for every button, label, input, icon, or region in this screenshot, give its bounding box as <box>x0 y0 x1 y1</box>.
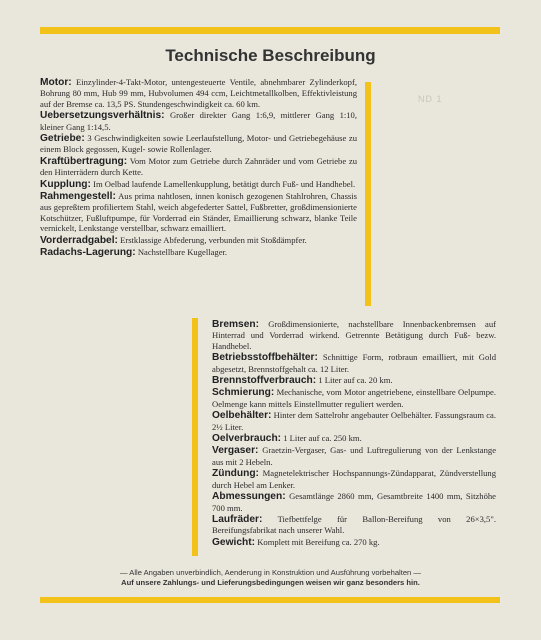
spec-text: Großdimensionierte, nachstellbare Innenbackenbremsen auf Hinterrad und Vorderrad wirkend. Getrennte Betätigung durch Fuß- bezw. Handhebel. <box>212 319 496 351</box>
spec-entry-radachs <box>40 247 357 258</box>
spec-text: Nachstellbare Kugellager. <box>137 247 228 258</box>
top-yellow-bar <box>40 27 500 34</box>
spec-entry-kraftuebertragung <box>40 156 357 178</box>
spec-term: Kupplung: <box>40 178 91 190</box>
spec-text: Mechanische, vom Motor angetriebene, einstellbare Oelpumpe. Oelmenge kann mittels Einstellmutter reguliert werden. <box>212 387 496 409</box>
spec-term: Motor: <box>40 77 72 88</box>
right-column <box>212 319 496 549</box>
spec-term: Gewicht: <box>212 536 256 548</box>
spec-entry-vorderradgabel <box>40 235 357 246</box>
spec-entry-gewicht <box>212 537 496 548</box>
spec-term: Oelbehälter: <box>212 410 272 422</box>
spec-text: Erstklassige Abfederung, verbunden mit Stoßdämpfer. <box>120 234 307 245</box>
spec-text: Graetzin-Vergaser, Gas- und Luftregulierung von der Lenkstange aus mit 2 Hebeln. <box>212 445 497 467</box>
spec-term: Laufräder: <box>212 513 263 525</box>
spec-term: Schmierung: <box>212 387 275 399</box>
footer-terms-note: Auf unsere Zahlungs- und Lieferungsbedingungen weisen wir ganz besonders hin. <box>121 578 420 587</box>
spec-entry-rahmengestell <box>40 191 357 234</box>
spec-entry-abmessungen <box>212 491 496 513</box>
spec-term: Betriebsstoffbehälter: <box>212 352 318 364</box>
spec-text: Komplett mit Bereifung ca. 270 kg. <box>257 536 380 547</box>
spec-term: Brennstoffverbrauch: <box>212 375 317 387</box>
footer-disclaimer: — Alle Angaben unverbindlich, Aenderung in Konstruktion und Ausführung vorbehalten — <box>119 568 421 577</box>
spec-entry-getriebe <box>40 133 357 155</box>
spec-text: Tiefbettfelge für Ballon-Bereifung von 26×3,5". Bereifungsfabrikat nach unserer Wahl. <box>212 513 496 536</box>
right-vertical-bar <box>365 82 371 306</box>
spec-term: Vorderradgabel: <box>40 234 118 246</box>
spec-entry-brennstoffverbrauch <box>212 375 496 386</box>
spec-text: Hinter dem Sattelrohr angebauter Oelbehälter. Fassungsraum ca. 2½ Liter. <box>212 410 496 432</box>
spec-term: Zündung: <box>212 468 259 480</box>
left-vertical-bar <box>192 318 198 556</box>
spec-entry-kupplung <box>40 179 357 190</box>
bottom-yellow-bar <box>40 597 500 603</box>
spec-term: Radachs-Lagerung: <box>40 247 136 259</box>
spec-text: Einzylinder-4-Takt-Motor, untengesteuerte Ventile, abnehmbarer Zylinderkopf, Bohrung 80 mm, Hub 99 mm, Hubvolumen 494 ccm, Leichtmetallkolben, Effektivleistung auf der Bremse ca. 13,5 PS. Stundengeschwindigkeit ca. 60 km. <box>40 77 357 109</box>
spec-term: Getriebe: <box>40 133 85 145</box>
spec-entry-oelbehaelter <box>212 410 496 432</box>
spec-term: Kraftübertragung: <box>40 155 128 167</box>
page-title: Technische Beschreibung <box>165 46 376 65</box>
spec-entry-motor <box>40 77 357 109</box>
spec-entry-schmierung <box>212 387 496 409</box>
spec-term: Rahmengestell: <box>40 191 116 203</box>
spec-text: 1 Liter auf ca. 250 km. <box>283 433 362 444</box>
spec-text: 3 Geschwindigkeiten sowie Leerlaufstellung, Motor- und Getriebegehäuse zu einem Block gegossen, Kugel- sowie Rollenlager. <box>40 133 357 155</box>
spec-term: Abmessungen: <box>212 491 286 503</box>
spec-term: Bremsen: <box>212 319 259 330</box>
spec-text: Im Oelbad laufende Lamellenkupplung, betätigt durch Fuß- und Handhebel. <box>93 178 356 189</box>
spec-entry-vergaser <box>212 445 496 467</box>
spec-entry-laufraeder <box>212 514 496 536</box>
spec-entry-uebersetzung <box>40 110 357 132</box>
spec-term: Uebersetzungsverhältnis: <box>40 110 165 122</box>
spec-text: 1 Liter auf ca. 20 km. <box>318 375 393 386</box>
spec-entry-oelverbrauch <box>212 433 496 444</box>
spec-term: Vergaser: <box>212 445 259 457</box>
spec-entry-bremsen <box>212 319 496 351</box>
spec-text: Vom Motor zum Getriebe durch Zahnräder und vom Getriebe zu den Hinterrädern durch Kette. <box>40 155 357 178</box>
spec-entry-zuendung <box>212 468 496 490</box>
left-column <box>40 77 357 260</box>
spec-text: Gesamtlänge 2860 mm, Gesamtbreite 1400 mm, Sitzhöhe 700 mm. <box>212 491 496 513</box>
spec-text: Großer direkter Gang 1:6,9, mittlerer Gang 1:10, kleiner Gang 1:14,5. <box>40 110 357 132</box>
spec-text: Magnetelektrischer Hochspannungs-Zündapparat, Zündverstellung durch Hebel am Lenker. <box>212 468 496 490</box>
faint-stamp: ND 1 <box>418 94 443 104</box>
spec-text: Schnittige Form, rotbraun emailliert, mit Gold abgesetzt, Brennstoffgehalt ca. 12 Liter. <box>212 352 496 374</box>
spec-entry-betriebsstoffbehaelter <box>212 352 496 374</box>
spec-text: Aus prima nahtlosen, innen konisch gezogenen Stahlrohren, Chassis aus gepreßtem profiliertem Stahl, weich abgefederter Sattel, Fußbretter, großdimensionierte Kotschützer, Fußluftpumpe, für Vorderrad ein Ständer, Emaillierung schwarz, blanke Teile vernickelt, Lenkstange verstellbar, schwarz emailliert. <box>40 191 357 234</box>
spec-term: Oelverbrauch: <box>212 433 282 445</box>
